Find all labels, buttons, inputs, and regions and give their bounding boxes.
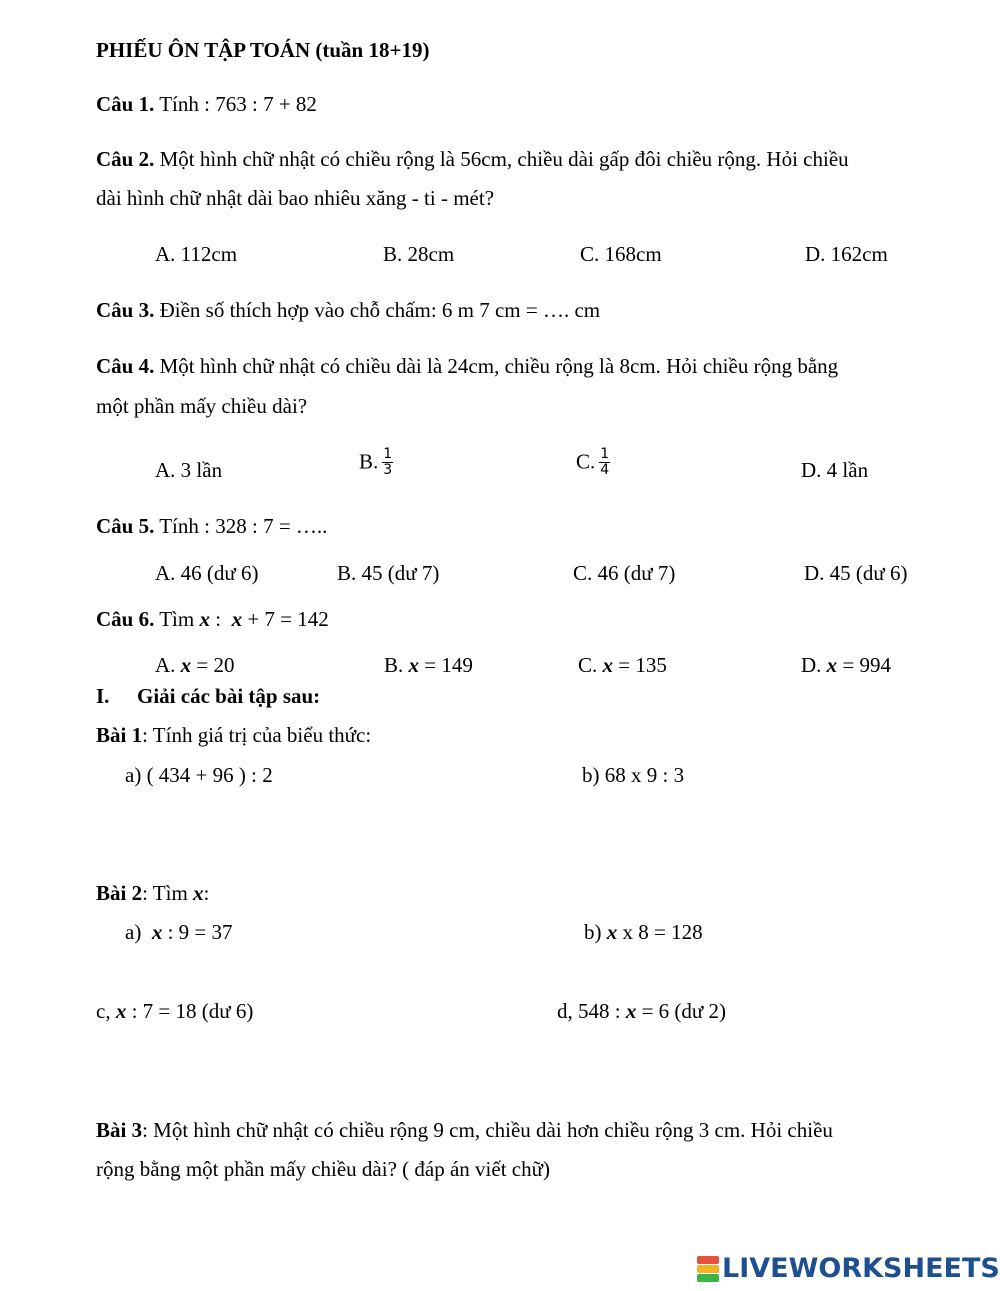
- exercise-label: Bài 1: [96, 723, 143, 747]
- exercise-3: Bài 3: Một hình chữ nhật có chiều rộng 9 cm, chiều dài hơn chiều rộng 3 cm. Hỏi chiều: [96, 1118, 833, 1142]
- option-a: A. 3 lần: [155, 458, 223, 482]
- question-3: [96, 300, 600, 321]
- page-title: PHIẾU ÔN TẬP TOÁN (tuần 18+19): [96, 38, 430, 62]
- exercise-1: Bài 1: Tính giá trị của biểu thức:: [96, 723, 372, 747]
- question-1: [96, 94, 317, 115]
- question-5: [96, 516, 327, 537]
- option-b: B. 45 (dư 7): [337, 561, 440, 585]
- question-4: [96, 356, 838, 377]
- question-text: Tính : 328 : 7 = …..: [159, 514, 328, 538]
- question-6: Câu 6. Tìm x : x + 7 = 142: [96, 607, 329, 631]
- option-c: C. x = 135: [578, 653, 667, 677]
- section-title: Giải các bài tập sau:: [137, 684, 321, 708]
- question-label: Câu 3.: [96, 298, 155, 322]
- option-d: D. 162cm: [805, 242, 888, 266]
- exercise-2a: a) x : 9 = 37: [125, 920, 233, 944]
- liveworksheets-logo: [697, 1253, 1000, 1284]
- question-label: Câu 5.: [96, 514, 155, 538]
- exercise-1b: b) 68 x 9 : 3: [582, 763, 685, 787]
- question-label: Câu 4.: [96, 354, 155, 378]
- exercise-1a: a) ( 434 + 96 ) : 2: [125, 763, 273, 787]
- exercise-label: Bài 2: [96, 881, 143, 905]
- question-text: Một hình chữ nhật có chiều rộng là 56cm, chiều dài gấp đôi chiều rộng. Hỏi chiều: [159, 147, 849, 171]
- exercise-3-continued: rộng bằng một phần mấy chiều dài? ( đáp án viết chữ): [96, 1157, 550, 1181]
- section-number: I.: [96, 684, 110, 708]
- question-text: Điền số thích hợp vào chỗ chấm: 6 m 7 cm = …. cm: [159, 298, 601, 322]
- exercise-2: Bài 2: Tìm x:: [96, 881, 210, 905]
- option-a: A. x = 20: [155, 653, 235, 677]
- option-d: D. 4 lần: [801, 458, 869, 482]
- fraction: $\frac{1}{3}$: [383, 446, 393, 478]
- question-label: Câu 2.: [96, 147, 155, 171]
- variable-x: x: [199, 607, 210, 631]
- logo-icon: [697, 1256, 719, 1282]
- option-c: C. 168cm: [580, 242, 662, 266]
- option-c: C. $\frac{1}{4}$: [576, 446, 610, 478]
- option-b: B. x = 149: [384, 653, 473, 677]
- option-d: D. 45 (dư 6): [804, 561, 908, 585]
- fraction: $\frac{1}{4}$: [600, 446, 610, 478]
- exercise-2d: d, 548 : x = 6 (dư 2): [557, 999, 727, 1023]
- question-text: Một hình chữ nhật có chiều dài là 24cm, chiều rộng là 8cm. Hỏi chiều rộng bằng: [159, 354, 839, 378]
- option-c: C. 46 (dư 7): [573, 561, 676, 585]
- question-text-continued: một phần mấy chiều dài?: [96, 394, 308, 418]
- exercise-2c: c, x : 7 = 18 (dư 6): [96, 999, 254, 1023]
- question-text: Tính : 763 : 7 + 82: [159, 92, 317, 116]
- question-text-continued: dài hình chữ nhật dài bao nhiêu xăng - ti - mét?: [96, 186, 495, 210]
- option-a: A. 46 (dư 6): [155, 561, 259, 585]
- question-label: Câu 1.: [96, 92, 155, 116]
- question-label: Câu 6.: [96, 607, 155, 631]
- option-b: B. 28cm: [383, 242, 455, 266]
- option-d: D. x = 994: [801, 653, 892, 677]
- exercise-2b: b) x x 8 = 128: [584, 920, 703, 944]
- question-2: [96, 149, 849, 170]
- exercise-label: Bài 3: [96, 1118, 143, 1142]
- option-b: B. $\frac{1}{3}$: [359, 446, 393, 478]
- option-a: A. 112cm: [155, 242, 238, 266]
- variable-x: x: [231, 607, 243, 631]
- logo-text: LIVEWORKSHEETS: [722, 1253, 1000, 1284]
